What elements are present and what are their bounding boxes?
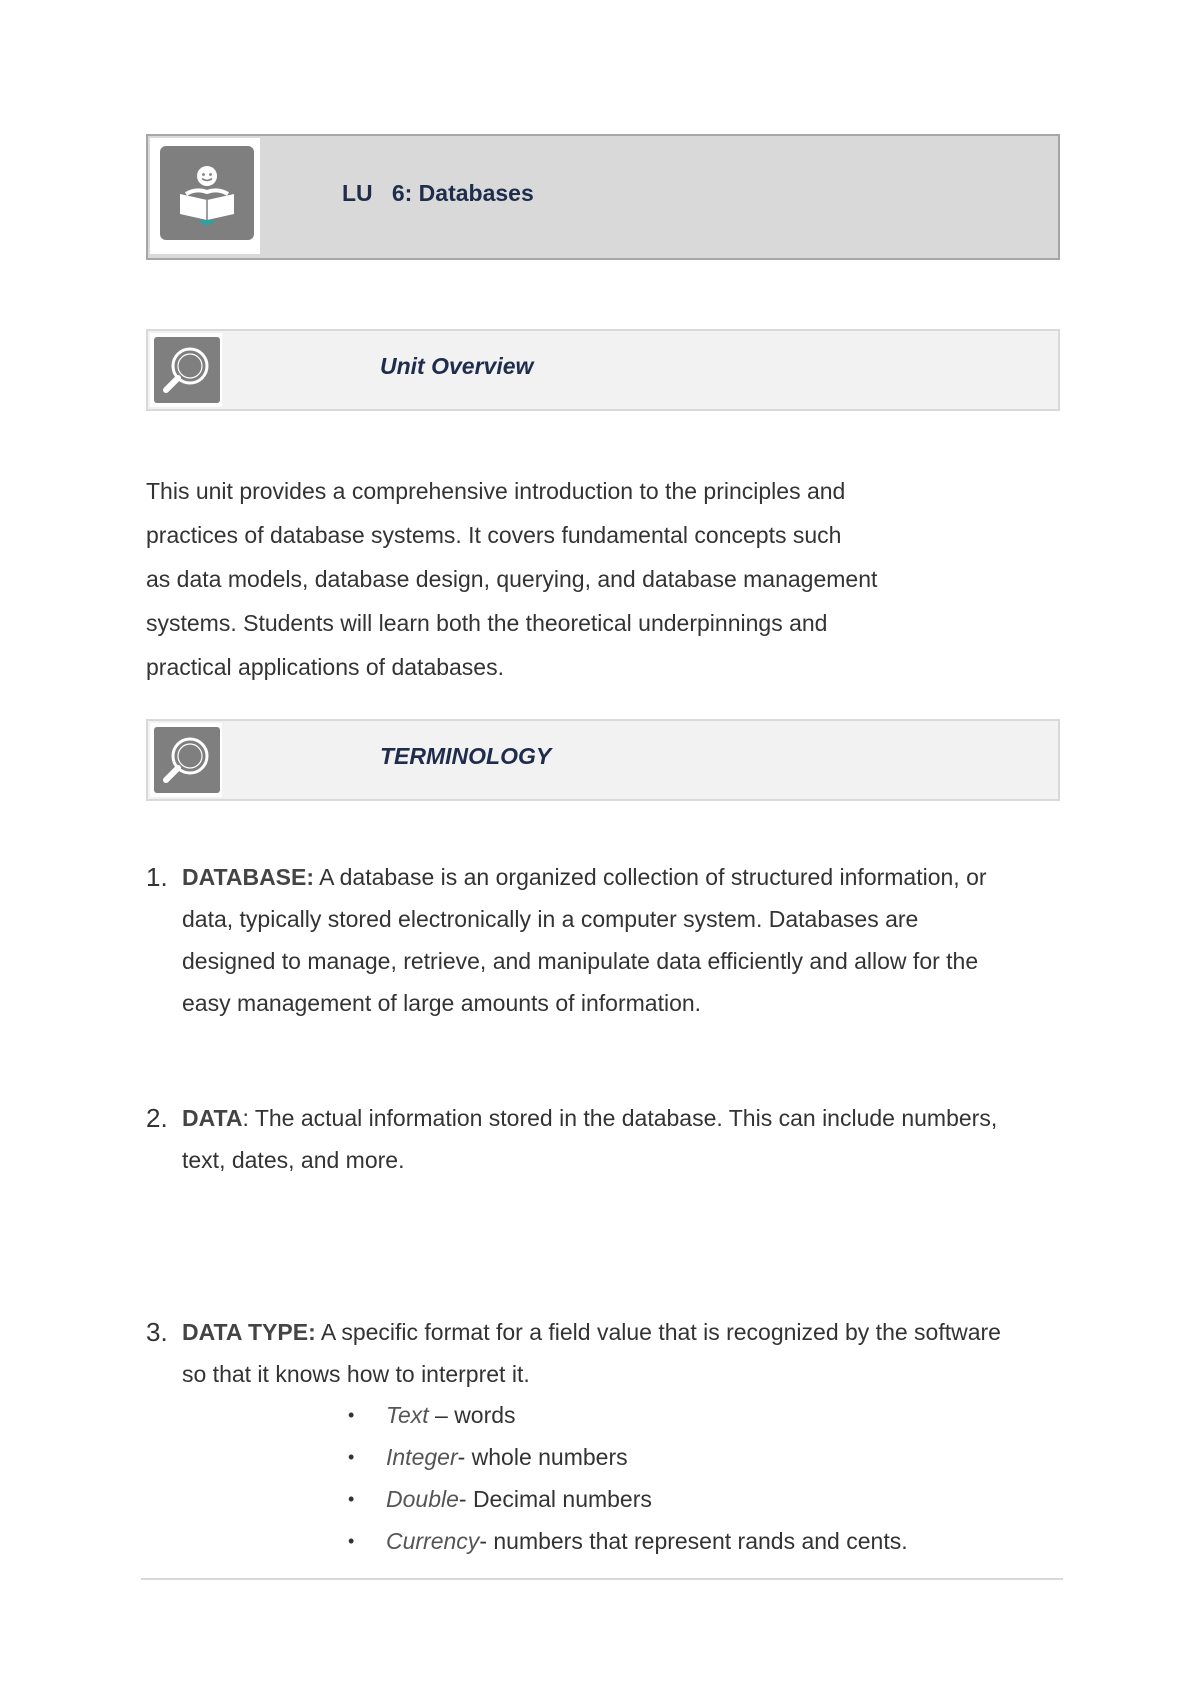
bullet-icon: • [348,1405,355,1425]
data-type-description: - Decimal numbers [458,1486,652,1512]
data-type-name: Double [386,1486,459,1512]
data-type-name: Integer [386,1444,458,1470]
unit-header-banner [146,134,1060,260]
term-number: 2. [146,1103,168,1133]
overview-paragraph [146,469,966,689]
overview-line: practical applications of databases. [146,654,504,680]
term-line: so that it knows how to interpret it. [182,1361,530,1387]
overview-line: systems. Students will learn both the theoretical underpinnings and [146,610,828,636]
data-type-entry [386,1478,652,1520]
unit-title: LU 6: Databases [342,180,534,206]
term-number: 3. [146,1317,168,1347]
term-definition [182,1311,1066,1395]
terminology-section-banner [146,719,1060,801]
term-line [182,856,1066,898]
bullet-icon: • [348,1447,355,1467]
data-type-description: - whole numbers [457,1444,628,1470]
data-type-description: – words [428,1402,516,1428]
term-line [182,1097,1066,1139]
term-line [182,1311,1066,1353]
data-type-entry [386,1520,908,1562]
magnifier-icon [154,337,220,403]
term-line: text, dates, and more. [182,1147,405,1173]
term-number: 1. [146,862,168,892]
data-type-name: Text [386,1402,429,1428]
term-line: data, typically stored electronically in a computer system. Databases are [182,906,919,932]
term-text: A specific format for a field value that is recognized by the software [315,1319,1001,1345]
data-type-name: Currency [386,1528,480,1554]
data-type-description: - numbers that represent rands and cents. [479,1528,908,1554]
term-text: : The actual information stored in the database. This can include numbers, [242,1105,998,1131]
terminology-icon-tile [150,723,222,797]
data-type-entry [386,1394,516,1436]
terminology-heading: TERMINOLOGY [380,743,552,769]
overview-line: This unit provides a comprehensive introduction to the principles and [146,478,846,504]
term-definition [182,1097,1066,1181]
bullet-icon: • [348,1489,355,1509]
data-type-entry [386,1436,628,1478]
unit-icon-tile [150,138,260,254]
magnifier-icon [154,727,220,793]
reader-icon [160,146,254,240]
term-line: easy management of large amounts of information. [182,990,702,1016]
overview-line: as data models, database design, querying, and database management [146,566,878,592]
term-name: DATA [182,1105,243,1131]
bullet-icon: • [348,1531,355,1551]
footer-divider [141,1578,1063,1580]
overview-icon-tile [150,333,222,407]
overview-section-banner [146,329,1060,411]
overview-heading: Unit Overview [380,353,534,379]
term-definition [182,856,1066,1024]
term-line: designed to manage, retrieve, and manipulate data efficiently and allow for the [182,948,979,974]
overview-line: practices of database systems. It covers fundamental concepts such [146,522,842,548]
term-name: DATABASE: [182,864,315,890]
term-text: A database is an organized collection of structured information, or [314,864,987,890]
term-name: DATA TYPE: [182,1319,316,1345]
